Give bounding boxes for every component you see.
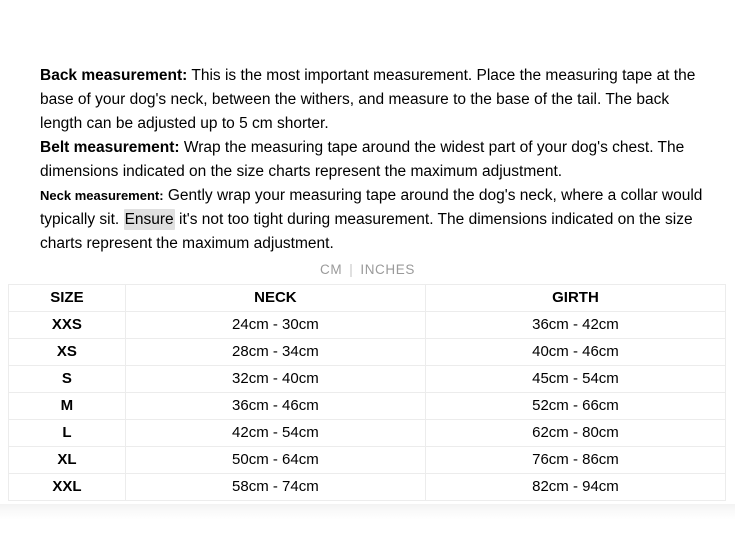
girth-cell: 52cm - 66cm bbox=[425, 393, 725, 420]
paragraph-neck-measurement bbox=[40, 184, 715, 256]
size-cell: M bbox=[9, 393, 126, 420]
unit-cm-link[interactable]: CM bbox=[320, 262, 343, 277]
table-row-l bbox=[9, 420, 726, 447]
neck-cell: 58cm - 74cm bbox=[125, 474, 425, 501]
belt-measurement-text: Wrap the measuring tape around the widest part of your dog's chest. The dimensions indicated on the size charts represent the maximum adjustment. bbox=[40, 139, 685, 180]
neck-cell: 36cm - 46cm bbox=[125, 393, 425, 420]
neck-cell: 28cm - 34cm bbox=[125, 339, 425, 366]
header-girth: GIRTH bbox=[425, 285, 725, 312]
header-size: SIZE bbox=[9, 285, 126, 312]
girth-cell: 62cm - 80cm bbox=[425, 420, 725, 447]
girth-cell: 36cm - 42cm bbox=[425, 312, 725, 339]
size-cell: XL bbox=[9, 447, 126, 474]
table-row-xl bbox=[9, 447, 726, 474]
table-row-xxs bbox=[9, 312, 726, 339]
neck-cell: 32cm - 40cm bbox=[125, 366, 425, 393]
belt-measurement-label: Belt measurement: bbox=[40, 139, 180, 156]
table-bottom-fade bbox=[0, 504, 735, 520]
neck-cell: 50cm - 64cm bbox=[125, 447, 425, 474]
girth-cell: 82cm - 94cm bbox=[425, 474, 725, 501]
size-cell: XXL bbox=[9, 474, 126, 501]
size-cell: L bbox=[9, 420, 126, 447]
neck-measurement-label: Neck measurement: bbox=[40, 188, 164, 203]
table-row-xs bbox=[9, 339, 726, 366]
header-neck: NECK bbox=[125, 285, 425, 312]
girth-cell: 40cm - 46cm bbox=[425, 339, 725, 366]
size-cell: XS bbox=[9, 339, 126, 366]
unit-separator: | bbox=[349, 262, 354, 277]
size-cell: S bbox=[9, 366, 126, 393]
back-measurement-text: This is the most important measurement. Place the measuring tape at the base of your dog's neck, between the withers, and measure to the base of the tail. The back length can be adjusted up to 5 cm shorter. bbox=[40, 67, 696, 132]
neck-measurement-text-before: Gently wrap your measuring tape around the dog's neck, where a collar would typically sit. bbox=[40, 187, 703, 228]
table-row-m bbox=[9, 393, 726, 420]
table-row-s bbox=[9, 366, 726, 393]
size-table-header-row bbox=[9, 285, 726, 312]
neck-cell: 42cm - 54cm bbox=[125, 420, 425, 447]
highlighted-word: Ensure bbox=[124, 211, 174, 228]
table-row-xxl bbox=[9, 474, 726, 501]
girth-cell: 76cm - 86cm bbox=[425, 447, 725, 474]
unit-toggle bbox=[0, 260, 735, 279]
neck-cell: 24cm - 30cm bbox=[125, 312, 425, 339]
size-cell: XXS bbox=[9, 312, 126, 339]
size-table bbox=[8, 284, 726, 501]
paragraph-belt-measurement bbox=[40, 136, 715, 184]
paragraph-back-measurement bbox=[40, 64, 715, 136]
neck-measurement-text-after: it's not too tight during measurement. The dimensions indicated on the size charts represent the maximum adjustment. bbox=[40, 211, 693, 252]
measurement-instructions bbox=[40, 64, 715, 256]
unit-inches-link[interactable]: INCHES bbox=[360, 262, 415, 277]
girth-cell: 45cm - 54cm bbox=[425, 366, 725, 393]
back-measurement-label: Back measurement: bbox=[40, 67, 188, 84]
